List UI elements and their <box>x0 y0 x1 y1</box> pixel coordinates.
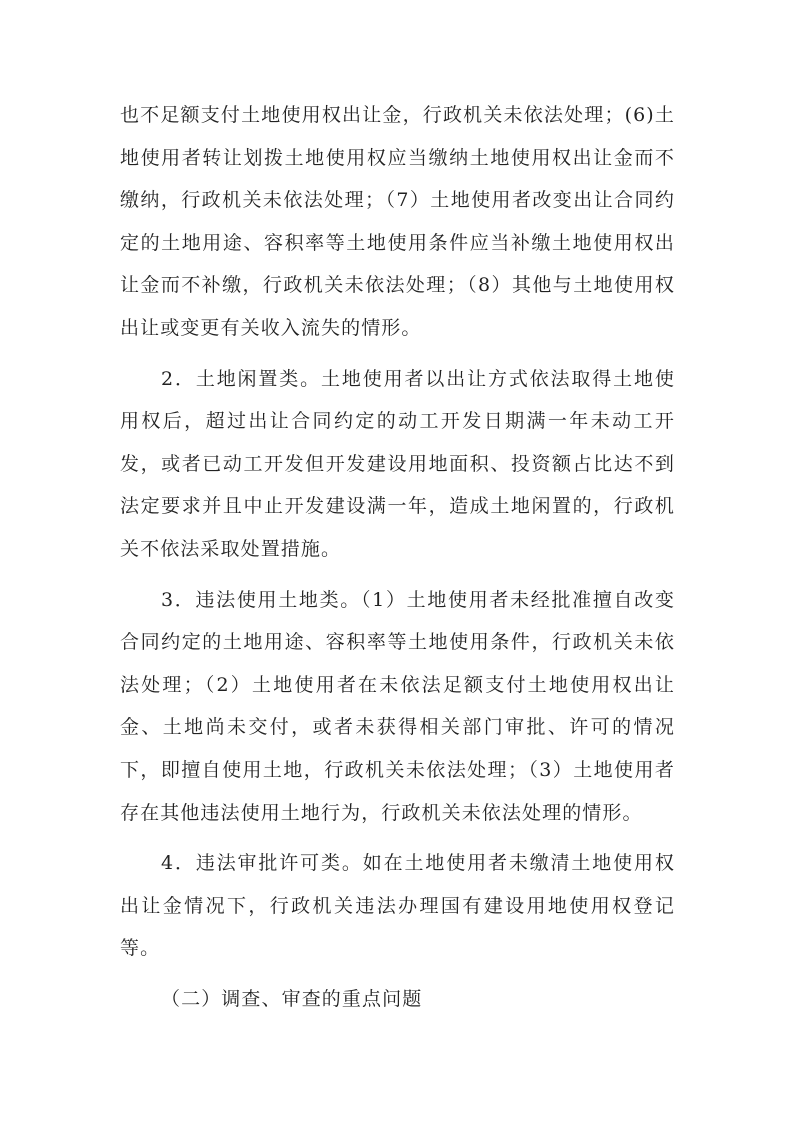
paragraph-continued-revenue-loss: 也不足额支付土地使用权出让金，行政机关未依法处理；(6)土地使用者转让划拨土地使用权应当缴纳土地使用权出让金而不缴纳，行政机关未依法处理；（7）土地使用者改变出让合同约定的土地用途、容积率等土地使用条件应当补缴土地使用权出让金而不补缴，行政机关未依法处理；（8）其他与土地使用权出让或变更有关收入流失的情形。 <box>120 104 675 339</box>
paragraph-illegal-approval: 4．违法审批许可类。如在土地使用者未缴清土地使用权出让金情况下，行政机关违法办理国有建设用地使用权登记等。 <box>120 852 675 960</box>
document-page <box>120 94 675 1020</box>
section-heading: （二）调查、审查的重点问题 <box>161 987 423 1010</box>
paragraph-land-idle: 2．土地闲置类。土地使用者以出让方式依法取得土地使用权后，超过出让合同约定的动工开发日期满一年未动工开发，或者已动工开发但开发建设用地面积、投资额占比达不到法定要求并且中止开发建设满一年，造成土地闲置的，行政机关不依法采取处置措施。 <box>120 367 675 560</box>
paragraph-illegal-land-use: 3．违法使用土地类。（1）土地使用者未经批准擅自改变合同约定的土地用途、容积率等土地使用条件，行政机关未依法处理；（2）土地使用者在未依法足额支付土地使用权出让金、土地尚未交付，或者未获得相关部门审批、许可的情况下，即擅自使用土地，行政机关未依法处理；（3）土地使用者存在其他违法使用土地行为，行政机关未依法处理的情形。 <box>120 588 675 824</box>
